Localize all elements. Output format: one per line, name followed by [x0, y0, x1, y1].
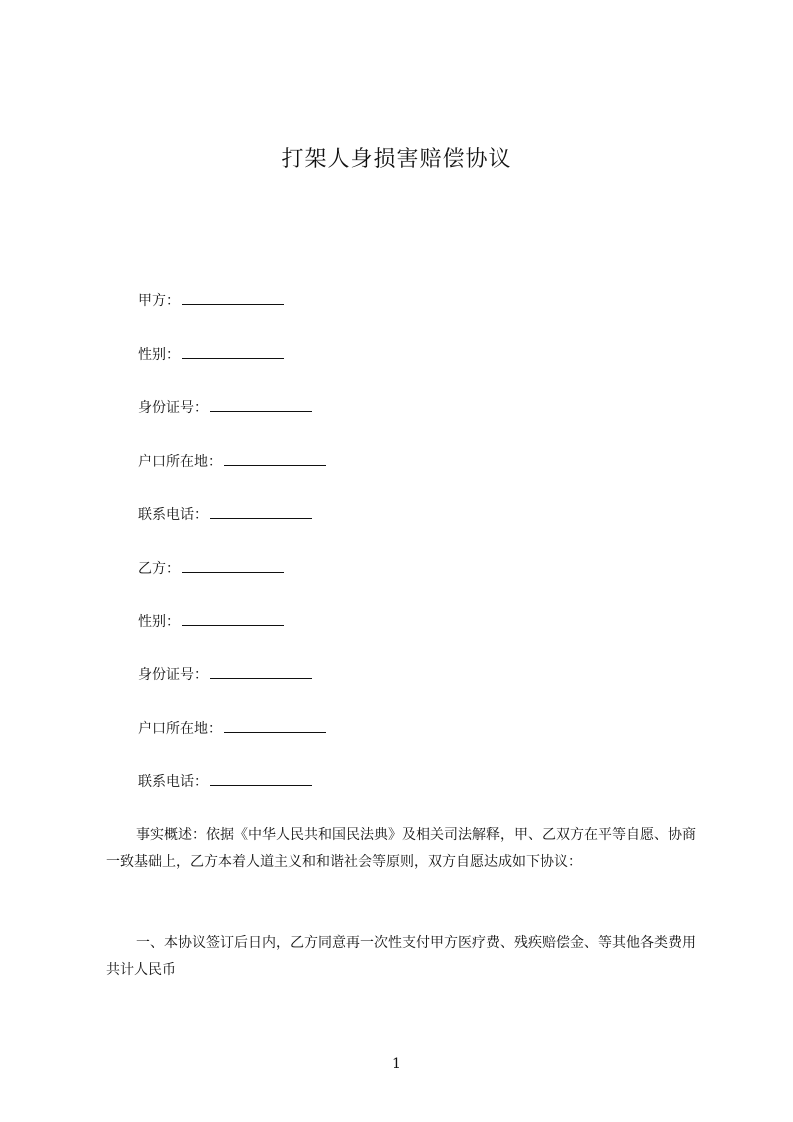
document-title: 打架人身损害赔偿协议 [281, 147, 512, 172]
party-b-address-field [138, 720, 326, 738]
party-b-phone-label: 联系电话： [138, 774, 208, 790]
party-b-name-label: 乙方： [138, 561, 180, 577]
party-a-name-blank [182, 292, 284, 305]
party-a-address-label: 户口所在地： [138, 454, 222, 470]
party-a-name-label: 甲方： [138, 293, 180, 309]
party-b-phone-field [138, 773, 312, 791]
party-a-id-field [138, 399, 312, 417]
party-a-gender-label: 性别： [138, 347, 180, 363]
party-a-phone-field [138, 506, 312, 524]
party-a-gender-field [138, 346, 284, 364]
party-b-name-field [138, 560, 284, 578]
party-a-id-label: 身份证号： [138, 400, 208, 416]
party-b-id-blank [210, 666, 312, 679]
party-b-address-label: 户口所在地： [138, 721, 222, 737]
party-b-gender-field [138, 613, 284, 631]
party-a-phone-blank [210, 506, 312, 519]
party-b-name-blank [182, 560, 284, 573]
party-a-address-blank [224, 453, 326, 466]
party-b-gender-label: 性别： [138, 614, 180, 630]
party-a-phone-label: 联系电话： [138, 507, 208, 523]
party-b-address-blank [224, 720, 326, 733]
clause-1-paragraph: 一、本协议签订后日内，乙方同意再一次性支付甲方医疗费、残疾赔偿金、等其他各类费用共计人民币 [106, 935, 696, 978]
party-b-gender-blank [182, 613, 284, 626]
party-a-address-field [138, 453, 326, 471]
party-a-name-field [138, 292, 284, 310]
facts-paragraph: 事实概述：依据《中华人民共和国民法典》及相关司法解释，甲、乙双方在平等自愿、协商一致基础上，乙方本着人道主义和和谐社会等原则，双方自愿达成如下协议： [106, 827, 696, 870]
party-b-phone-blank [210, 773, 312, 786]
party-a-gender-blank [182, 346, 284, 359]
party-b-id-label: 身份证号： [138, 667, 208, 683]
page-number: 1 [392, 1056, 401, 1072]
party-a-id-blank [210, 399, 312, 412]
party-b-id-field [138, 666, 312, 684]
